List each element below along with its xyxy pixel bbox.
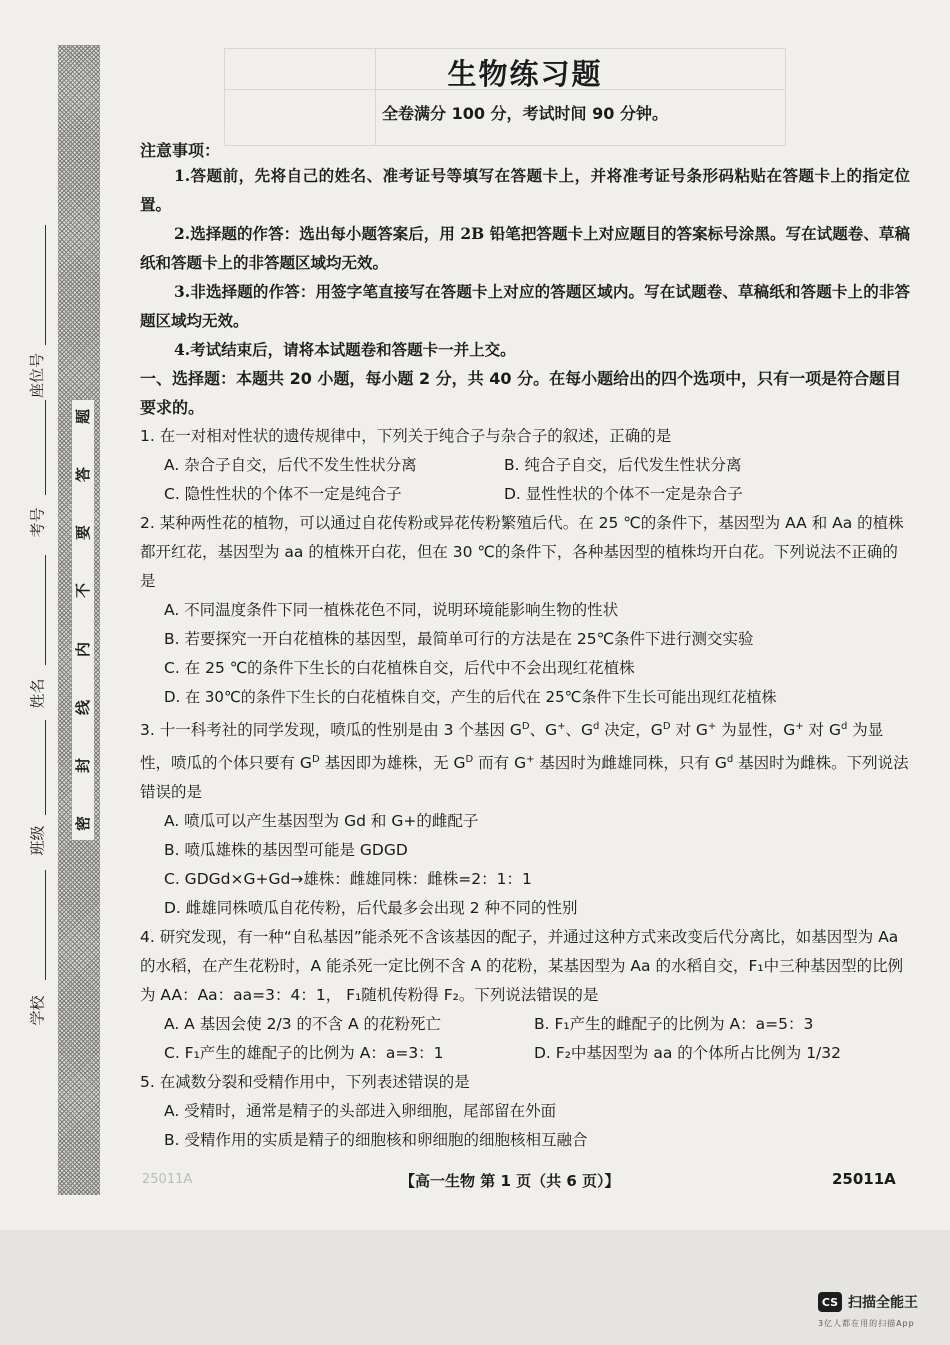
name-label: 姓名 bbox=[28, 678, 47, 709]
student-info-fields bbox=[20, 0, 56, 1230]
seal-char: 题 bbox=[74, 408, 93, 425]
school-label: 学校 bbox=[28, 995, 47, 1026]
class-label: 班级 bbox=[28, 825, 47, 856]
question-stem: 1. 在一对相对性状的遗传规律中，下列关于纯合子与杂合子的叙述，正确的是 bbox=[140, 427, 672, 445]
option-a: A. 杂合子自交，后代不发生性状分离 bbox=[164, 456, 417, 474]
option-c: C. F₁产生的雄配子的比例为 A：a=3：1 bbox=[164, 1044, 444, 1063]
notice-item: 4.考试结束后，请将本试题卷和答题卡一并上交。 bbox=[174, 340, 516, 359]
option-d: D. F₂中基因型为 aa 的个体所占比例为 1/32 bbox=[534, 1044, 842, 1063]
scan-background bbox=[0, 1230, 950, 1345]
exam-subtitle: 全卷满分 100 分，考试时间 90 分钟。 bbox=[382, 104, 668, 123]
option-d: D. 在 30℃的条件下生长的白花植株自交，产生的后代在 25℃条件下生长可能出现红花植株 bbox=[164, 688, 777, 706]
exam-title: 生物练习题 bbox=[447, 57, 603, 91]
notice-item: 3.非选择题的作答：用签字笔直接写在答题卡上对应的答题区域内。写在试题卷、草稿纸和答题卡上的非答题区域均无效。 bbox=[140, 282, 910, 330]
question-stem: 4. 研究发现，有一种“自私基因”能杀死不含该基因的配子，并通过这种方式来改变后代分离比，如基因型为 Aa 的水稻，在产生花粉时，A 能杀死一定比例不含 A 的花粉，某基因型为 Aa 的水稻自交，F₁中三种基因型的比例为 AA：Aa：aa=3：4：1， F₁随机传粉得 F₂。下列说法错误的是 bbox=[140, 928, 904, 1005]
question-1 bbox=[140, 422, 910, 509]
option-a: A. 受精时，通常是精子的头部进入卵细胞，尾部留在外面 bbox=[164, 1102, 557, 1121]
question-3 bbox=[140, 712, 910, 923]
notice-item: 2.选择题的作答：选出每小题答案后，用 2B 铅笔把答题卡上对应题目的答案标号涂黑。写在试题卷、草稿纸和答题卡上的非答题区域均无效。 bbox=[140, 224, 910, 272]
option-d: D. 显性性状的个体不一定是杂合子 bbox=[504, 485, 743, 503]
option-c: C. GDGd×G+Gd→雄株：雌雄同株：雌株=2：1：1 bbox=[164, 870, 532, 889]
scanner-watermark bbox=[818, 1292, 918, 1312]
option-c: C. 在 25 ℃的条件下生长的白花植株自交，后代中不会出现红花植株 bbox=[164, 659, 635, 677]
seal-char: 内 bbox=[74, 641, 93, 657]
option-b: B. F₁产生的雌配子的比例为 A：a=5：3 bbox=[534, 1015, 814, 1034]
option-a: A. 喷瓜可以产生基因型为 Gd 和 G+的雌配子 bbox=[164, 812, 479, 831]
question-stem: 2. 某种两性花的植物，可以通过自花传粉或异花传粉繁殖后代。在 25 ℃的条件下，基因型为 AA 和 Aa 的植株都开红花，基因型为 aa 的植株开白花，但在 30 ℃的条件下，各种基因型的植株均开白花。下列说法不正确的是 bbox=[140, 514, 904, 590]
page-label: 【高一生物 第 1 页（共 6 页）】 bbox=[400, 1172, 620, 1190]
seal-line-text bbox=[72, 400, 94, 840]
notice-heading: 注意事项： bbox=[140, 141, 221, 160]
seal-char: 答 bbox=[74, 467, 93, 483]
option-a: A. 不同温度条件下同一植株花色不同，说明环境能影响生物的性状 bbox=[164, 601, 619, 619]
seal-char: 封 bbox=[74, 757, 93, 773]
question-stem: 3. 十一科考社的同学发现，喷瓜的性别是由 3 个基因 $G^D$、G+、$G^d$ 决定，$G^D$ 对 G+ 为显性，G+ 对 $G^d$ 为显性，喷瓜的个体只要有 $G^D$ 基因即为雄株，无 $G^D$ 而有 G+ 基因时为雌雄同株，只有 $G^d$ 基因时为雌株。下列说法错误的是 bbox=[140, 721, 909, 802]
seat-number-label: 座位号 bbox=[28, 352, 47, 399]
notice-item: 1.答题前，先将自己的姓名、准考证号等填写在答题卡上，并将准考证号条形码粘贴在答题卡上的指定位置。 bbox=[140, 166, 910, 214]
scanner-name: 扫描全能王 bbox=[848, 1295, 918, 1311]
bleed-through-code: 25011A bbox=[142, 1172, 193, 1187]
option-a: A. A 基因会使 2/3 的不含 A 的花粉死亡 bbox=[164, 1015, 441, 1034]
option-b: B. 喷瓜雄株的基因型可能是 GDGD bbox=[164, 841, 408, 860]
class-line bbox=[45, 720, 46, 815]
school-line bbox=[45, 870, 46, 980]
option-b: B. 受精作用的实质是精子的细胞核和卵细胞的细胞核相互融合 bbox=[164, 1131, 588, 1150]
scanner-slogan: 3亿人都在用的扫描App bbox=[818, 1319, 915, 1328]
question-2 bbox=[140, 509, 910, 712]
section-heading: 一、选择题：本题共 20 小题，每小题 2 分，共 40 分。在每小题给出的四个选项中，只有一项是符合题目要求的。 bbox=[140, 369, 902, 417]
seal-char: 密 bbox=[74, 815, 93, 831]
seal-char: 不 bbox=[74, 583, 93, 599]
exam-content bbox=[140, 52, 910, 1155]
question-4 bbox=[140, 923, 910, 1068]
seat-number-line bbox=[45, 225, 46, 345]
exam-number-label: 考号 bbox=[28, 507, 47, 538]
seal-char: 要 bbox=[74, 525, 93, 541]
option-b: B. 纯合子自交，后代发生性状分离 bbox=[504, 456, 742, 474]
paper-code: 25011A bbox=[832, 1170, 896, 1188]
question-stem: 5. 在减数分裂和受精作用中，下列表述错误的是 bbox=[140, 1073, 470, 1092]
option-b: B. 若要探究一开白花植株的基因型，最简单可行的方法是在 25℃条件下进行测交实验 bbox=[164, 630, 754, 648]
name-line bbox=[45, 555, 46, 665]
exam-number-line bbox=[45, 400, 46, 495]
seal-char: 线 bbox=[74, 699, 93, 715]
camscanner-icon: CS bbox=[818, 1292, 842, 1312]
question-5 bbox=[140, 1068, 910, 1155]
option-d: D. 雌雄同株喷瓜自花传粉，后代最多会出现 2 种不同的性别 bbox=[164, 899, 578, 918]
page-footer bbox=[0, 1170, 950, 1200]
notice-section bbox=[140, 138, 910, 364]
option-c: C. 隐性性状的个体不一定是纯合子 bbox=[164, 485, 402, 503]
